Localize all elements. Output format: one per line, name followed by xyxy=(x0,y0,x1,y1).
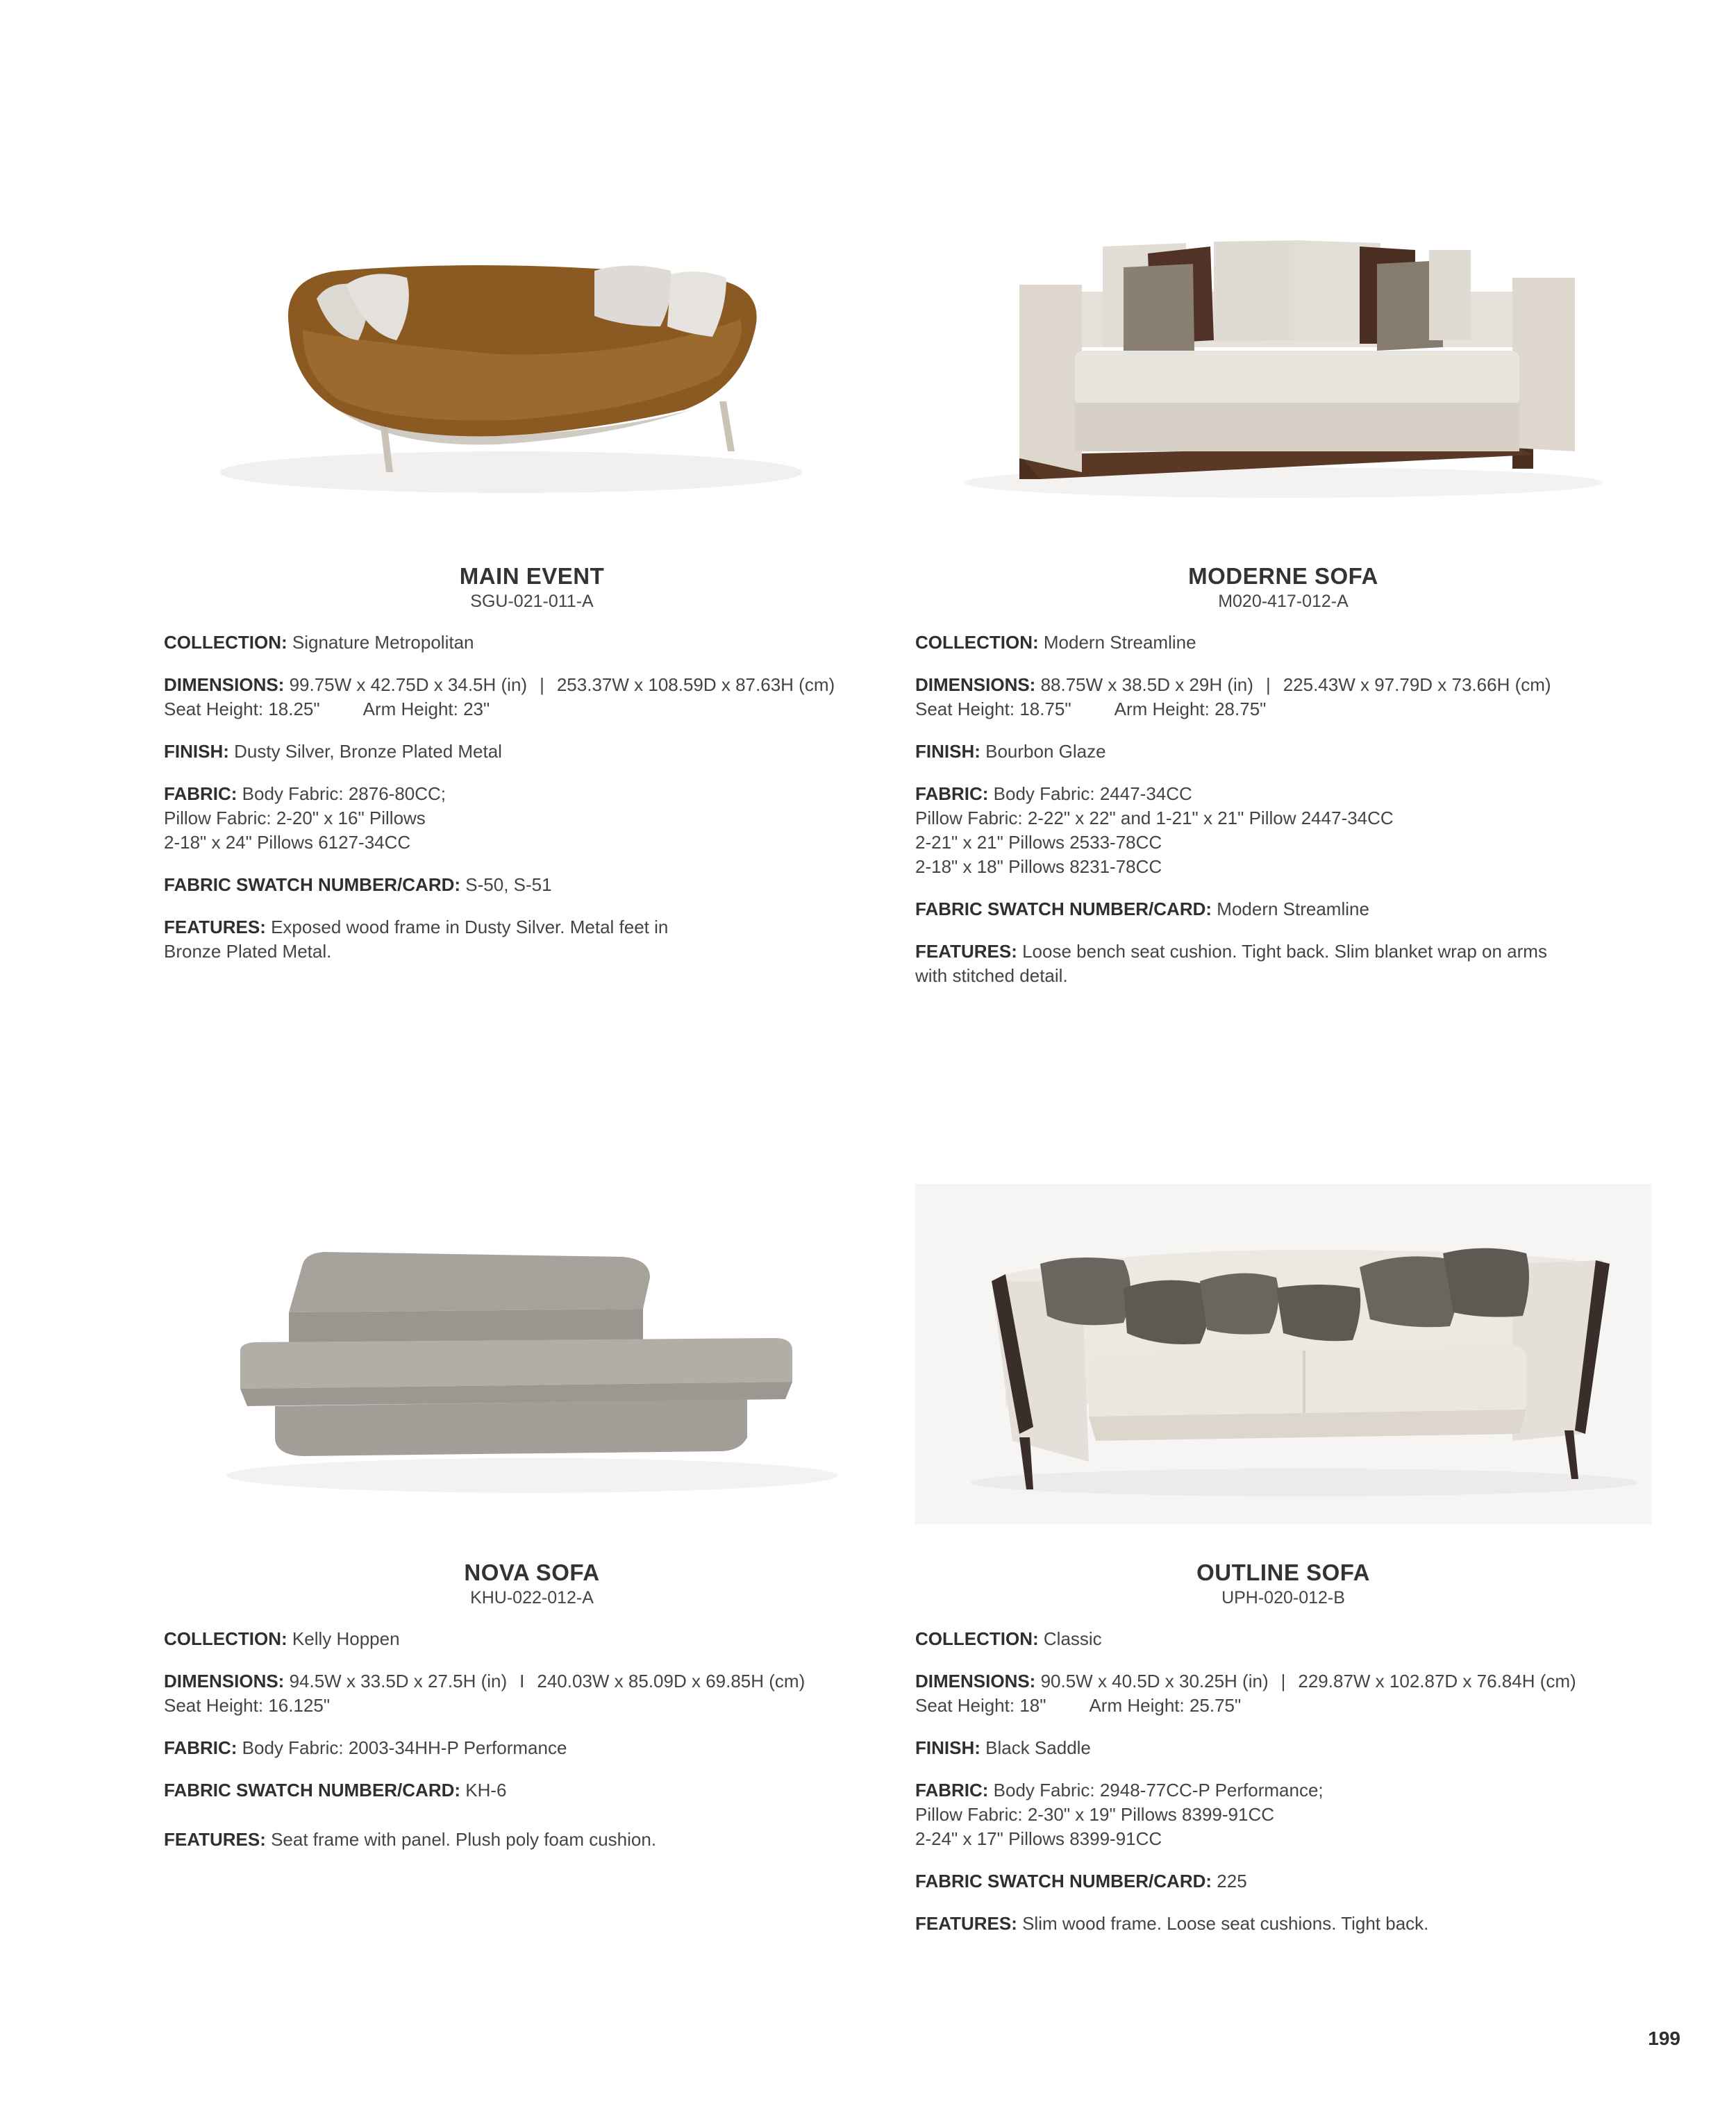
features-line: Seat frame with panel. Plush poly foam cushion. xyxy=(271,1829,657,1850)
features-line: Exposed wood frame in Dusty Silver. Metal feet in xyxy=(271,917,669,937)
features-field xyxy=(164,915,928,964)
fabric-field xyxy=(915,782,1693,879)
dimensions-field xyxy=(164,1669,928,1718)
dimensions-field xyxy=(915,1669,1707,1718)
seat-height: Seat Height: 18" xyxy=(915,1695,1046,1716)
curved-velvet-sofa-image xyxy=(164,181,900,542)
features-line: with stitched detail. xyxy=(915,965,1068,986)
swatch-label: FABRIC SWATCH NUMBER/CARD: xyxy=(164,874,461,895)
collection-value: Signature Metropolitan xyxy=(292,632,474,653)
finish-label: FINISH: xyxy=(915,741,980,762)
product-title: MAIN EVENT xyxy=(459,563,605,589)
seat-height: Seat Height: 18.75" xyxy=(915,699,1071,719)
arm-height: Arm Height: 28.75" xyxy=(1114,699,1267,719)
features-line: Loose bench seat cushion. Tight back. Slim blanket wrap on arms xyxy=(1022,941,1547,962)
fabric-field xyxy=(915,1778,1707,1851)
fabric-label: FABRIC: xyxy=(164,783,237,804)
outline-sofa-image xyxy=(915,1184,1651,1545)
features-label: FEATURES: xyxy=(164,917,266,937)
fabric-line: 2-18" x 18" Pillows 8231-78CC xyxy=(915,856,1162,877)
nova-sofa-image xyxy=(164,1184,900,1545)
collection-value: Classic xyxy=(1043,1628,1102,1649)
moderne-sofa-image xyxy=(915,181,1651,542)
fabric-line: Pillow Fabric: 2-30" x 19" Pillows 8399-91CC xyxy=(915,1804,1275,1825)
swatch-field xyxy=(915,1869,1707,1894)
dimensions-label: DIMENSIONS: xyxy=(164,1671,285,1691)
dimensions-separator: | xyxy=(1265,674,1271,695)
dimensions-in: 88.75W x 38.5D x 29H (in) xyxy=(1040,674,1253,695)
collection-label: COLLECTION: xyxy=(164,1628,287,1649)
finish-field xyxy=(164,740,928,764)
collection-value: Kelly Hoppen xyxy=(292,1628,400,1649)
collection-field xyxy=(915,1627,1707,1651)
dimensions-label: DIMENSIONS: xyxy=(915,1671,1036,1691)
collection-label: COLLECTION: xyxy=(164,632,287,653)
fabric-line: Body Fabric: 2948-77CC-P Performance; xyxy=(993,1780,1324,1801)
features-label: FEATURES: xyxy=(915,1913,1017,1934)
dimensions-cm: 229.87W x 102.87D x 76.84H (cm) xyxy=(1298,1671,1576,1691)
fabric-field xyxy=(164,782,928,855)
finish-label: FINISH: xyxy=(915,1737,980,1758)
dimensions-separator: I xyxy=(519,1671,525,1691)
features-label: FEATURES: xyxy=(164,1829,266,1850)
swatch-value: 225 xyxy=(1217,1871,1247,1891)
swatch-field xyxy=(915,897,1693,921)
collection-value: Modern Streamline xyxy=(1043,632,1196,653)
swatch-label: FABRIC SWATCH NUMBER/CARD: xyxy=(915,1871,1212,1891)
arm-height: Arm Height: 23" xyxy=(362,699,490,719)
collection-field xyxy=(915,630,1693,655)
dimensions-separator: | xyxy=(1280,1671,1286,1691)
product-outline-sofa xyxy=(915,1184,1651,1934)
dimensions-in: 99.75W x 42.75D x 34.5H (in) xyxy=(289,674,528,695)
fabric-line: Pillow Fabric: 2-22" x 22" and 1-21" x 21" Pillow 2447-34CC xyxy=(915,808,1394,828)
product-sku: M020-417-012-A xyxy=(1218,592,1349,611)
dimensions-separator: | xyxy=(540,674,544,695)
product-sku: UPH-020-012-B xyxy=(1221,1588,1345,1607)
dimensions-in: 90.5W x 40.5D x 30.25H (in) xyxy=(1040,1671,1269,1691)
fabric-line: 2-18" x 24" Pillows 6127-34CC xyxy=(164,832,411,853)
swatch-field xyxy=(164,873,928,897)
finish-field xyxy=(915,740,1693,764)
dimensions-field xyxy=(915,673,1693,721)
arm-height: Arm Height: 25.75" xyxy=(1089,1695,1242,1716)
dimensions-label: DIMENSIONS: xyxy=(164,674,285,695)
dimensions-label: DIMENSIONS: xyxy=(915,674,1036,695)
features-line: Slim wood frame. Loose seat cushions. Tight back. xyxy=(1022,1913,1429,1934)
dimensions-field xyxy=(164,673,928,721)
collection-field xyxy=(164,630,928,655)
product-title: OUTLINE SOFA xyxy=(1196,1560,1370,1585)
dimensions-cm: 253.37W x 108.59D x 87.63H (cm) xyxy=(556,674,835,695)
features-line: Bronze Plated Metal. xyxy=(164,941,332,962)
dimensions-cm: 225.43W x 97.79D x 73.66H (cm) xyxy=(1283,674,1551,695)
features-field xyxy=(164,1828,928,1852)
fabric-line: 2-21" x 21" Pillows 2533-78CC xyxy=(915,832,1162,853)
finish-field xyxy=(915,1736,1707,1760)
page-number: 199 xyxy=(1648,2028,1680,2049)
fabric-line: 2-24" x 17" Pillows 8399-91CC xyxy=(915,1828,1162,1849)
fabric-line: Pillow Fabric: 2-20" x 16" Pillows xyxy=(164,808,426,828)
fabric-line: Body Fabric: 2003-34HH-P Performance xyxy=(242,1737,567,1758)
product-sku: SGU-021-011-A xyxy=(470,592,594,611)
finish-value: Dusty Silver, Bronze Plated Metal xyxy=(234,741,502,762)
fabric-line: Body Fabric: 2447-34CC xyxy=(993,783,1192,804)
features-field xyxy=(915,939,1693,988)
product-nova-sofa xyxy=(164,1184,900,1850)
finish-value: Bourbon Glaze xyxy=(985,741,1106,762)
fabric-label: FABRIC: xyxy=(915,1780,989,1801)
fabric-field xyxy=(164,1736,928,1760)
features-field xyxy=(915,1912,1707,1936)
swatch-label: FABRIC SWATCH NUMBER/CARD: xyxy=(164,1780,461,1801)
dimensions-cm: 240.03W x 85.09D x 69.85H (cm) xyxy=(537,1671,806,1691)
fabric-line: Body Fabric: 2876-80CC; xyxy=(242,783,446,804)
seat-height: Seat Height: 16.125" xyxy=(164,1695,331,1716)
swatch-field xyxy=(164,1778,928,1803)
finish-value: Black Saddle xyxy=(985,1737,1091,1758)
product-title: MODERNE SOFA xyxy=(1188,563,1378,589)
fabric-label: FABRIC: xyxy=(915,783,989,804)
collection-field xyxy=(164,1627,928,1651)
collection-label: COLLECTION: xyxy=(915,1628,1039,1649)
product-title: NOVA SOFA xyxy=(464,1560,600,1585)
product-moderne-sofa xyxy=(915,181,1651,986)
features-label: FEATURES: xyxy=(915,941,1017,962)
product-main-event xyxy=(164,181,900,962)
finish-label: FINISH: xyxy=(164,741,229,762)
fabric-label: FABRIC: xyxy=(164,1737,237,1758)
dimensions-in: 94.5W x 33.5D x 27.5H (in) xyxy=(289,1671,508,1691)
product-sku: KHU-022-012-A xyxy=(470,1588,594,1607)
swatch-value: Modern Streamline xyxy=(1217,899,1369,919)
swatch-label: FABRIC SWATCH NUMBER/CARD: xyxy=(915,899,1212,919)
seat-height: Seat Height: 18.25" xyxy=(164,699,320,719)
collection-label: COLLECTION: xyxy=(915,632,1039,653)
swatch-value: S-50, S-51 xyxy=(465,874,552,895)
swatch-value: KH-6 xyxy=(465,1780,507,1801)
